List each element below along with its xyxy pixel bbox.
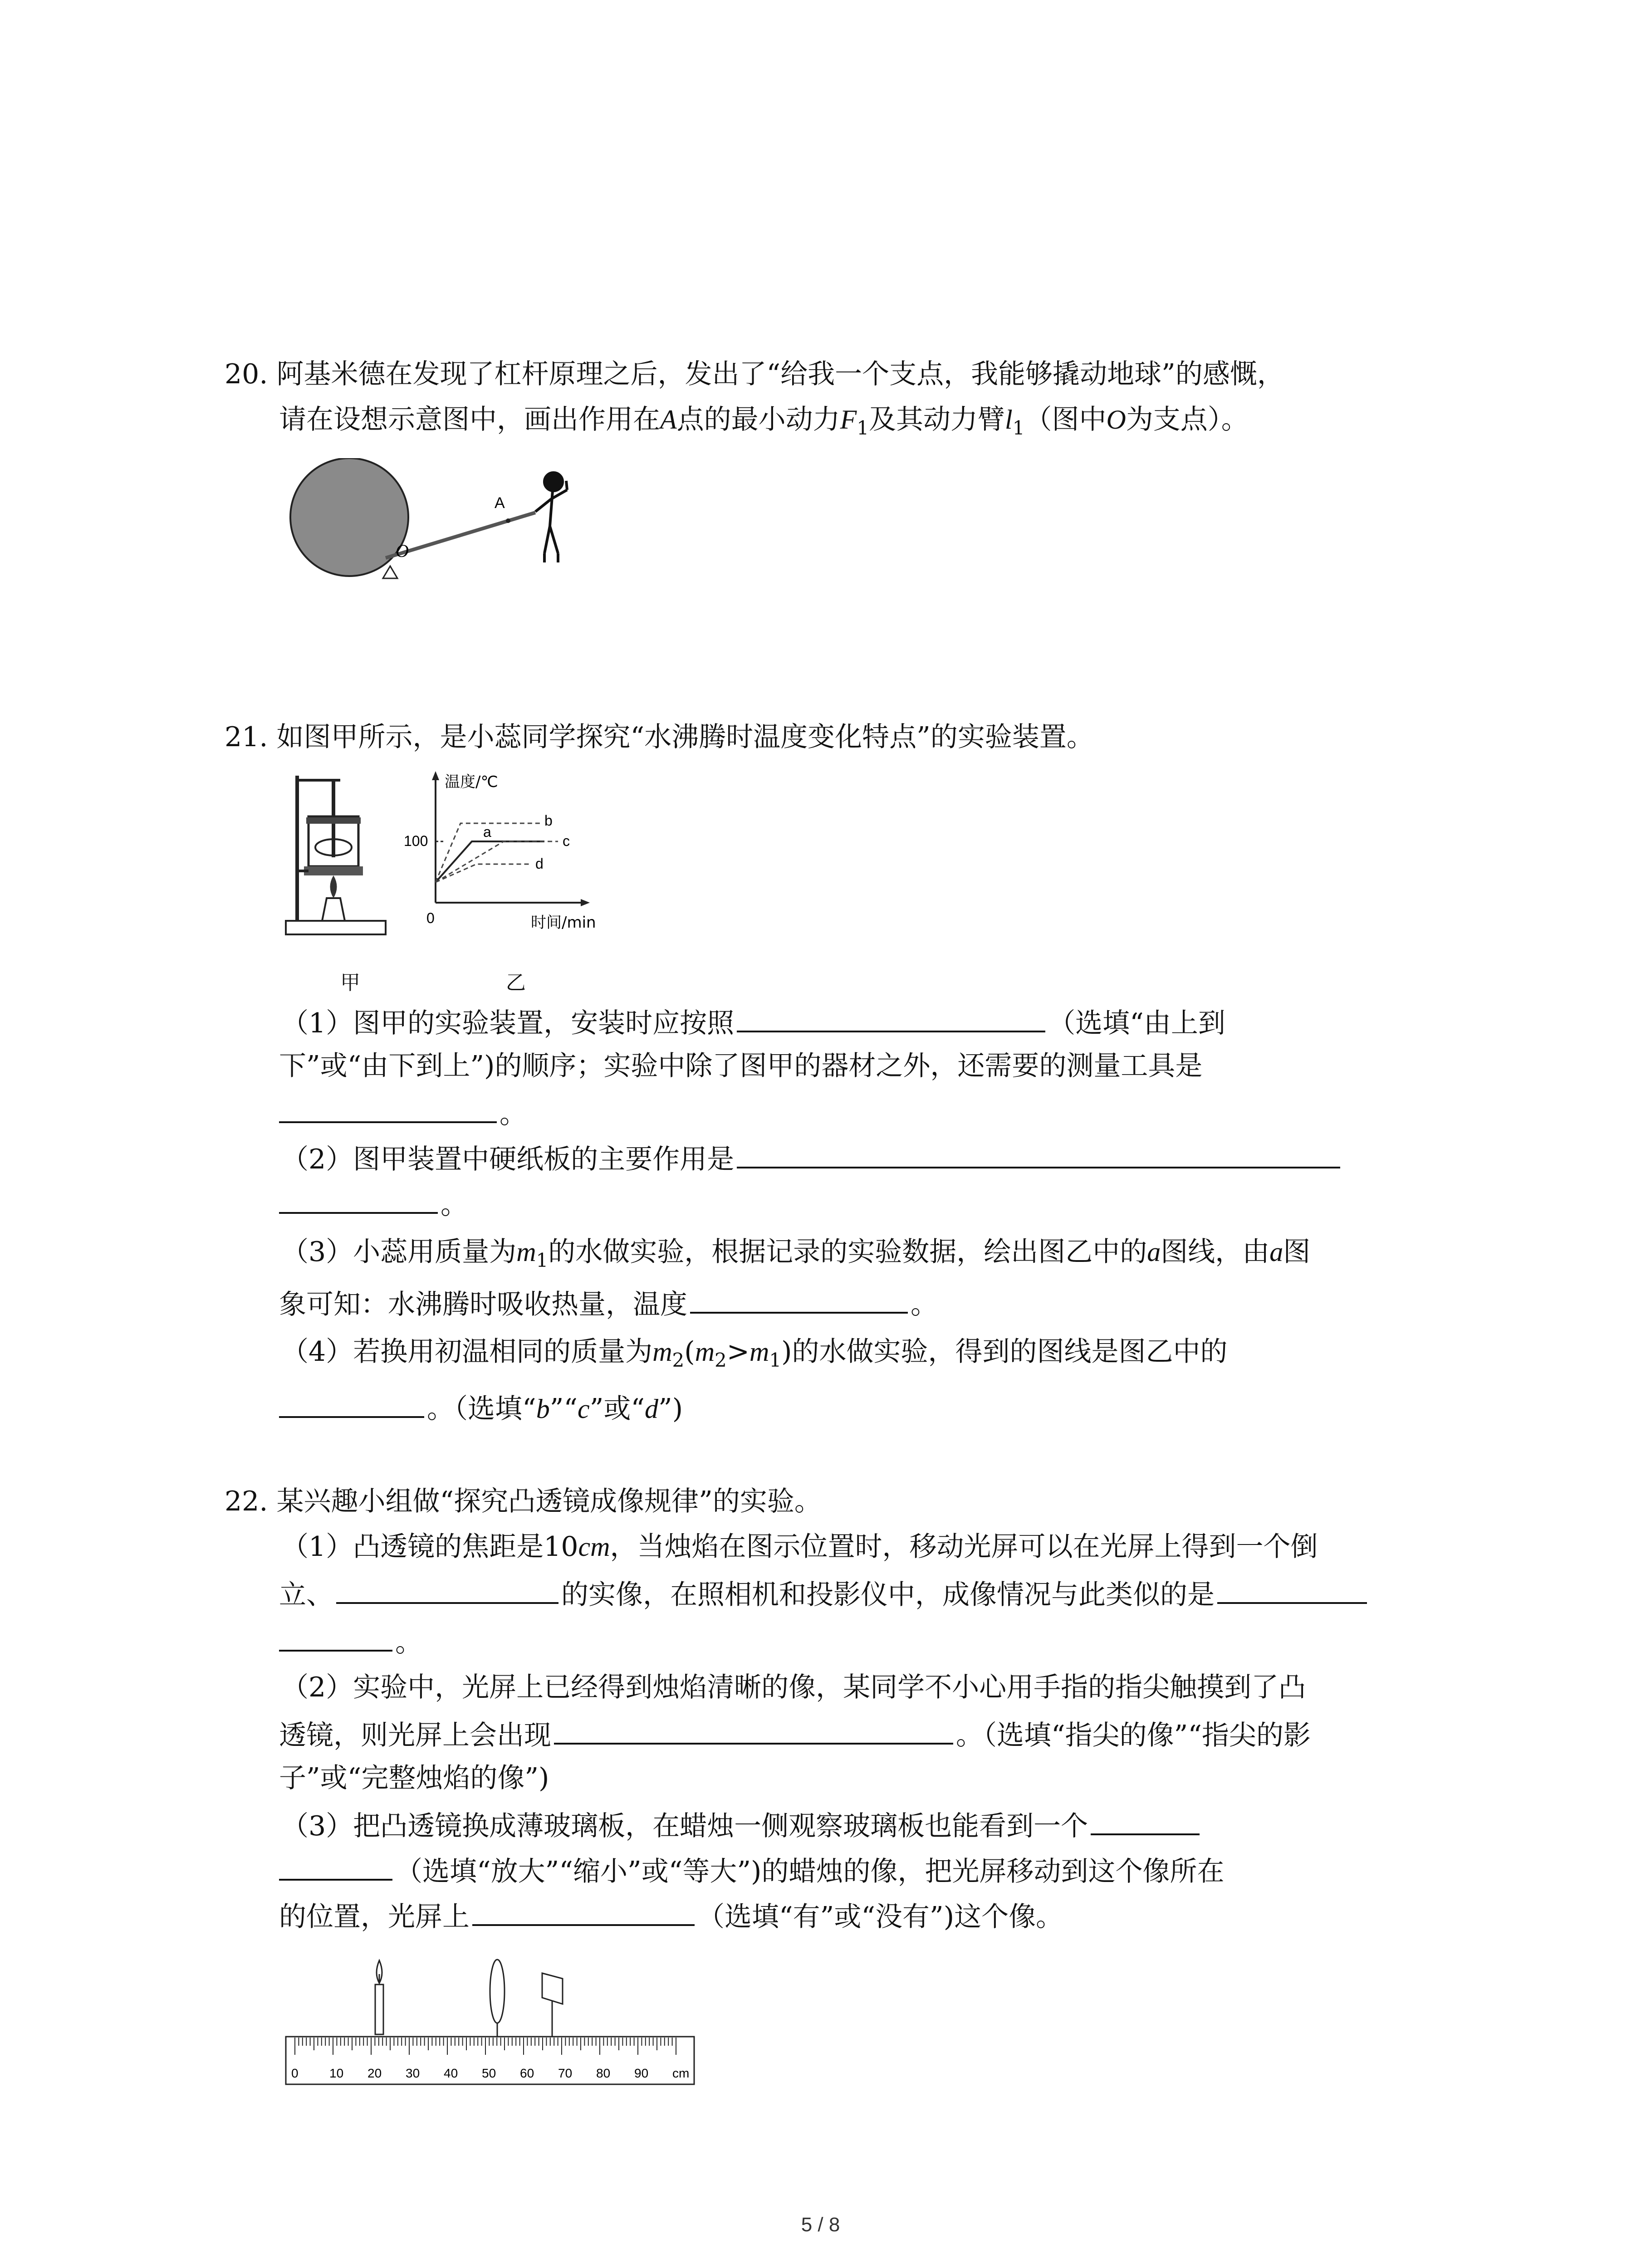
graph-origin: 0 [426,910,435,926]
answer-blank-mirror-image-size-cont[interactable] [279,1851,392,1881]
q21-p1-line3: 。 [279,1093,527,1132]
wire-gauze [304,866,363,875]
curve-a [436,841,544,882]
ruler-tick-label: 0 [291,2066,299,2080]
q22-p2-line1: （2）实验中，光屏上已经得到烛焰清晰的像，某同学不小心用手指的指尖触摸到了凸 [281,1672,1306,1703]
stick-figure [535,473,567,562]
answer-blank-temperature[interactable] [690,1284,908,1314]
q21-p1-line1: （1）图甲的实验装置，安装时应按照 （选填“由上到 [281,1002,1225,1041]
q22-intro: 某兴趣小组做“探究凸透镜成像规律”的实验。 [276,1486,822,1517]
boiling-apparatus-figure [281,767,390,943]
q21-p2-line1: （2）图甲装置中硬纸板的主要作用是 [281,1139,1343,1178]
caption-yi: 乙 [506,971,526,994]
cardboard-lid [306,817,361,824]
page-number: 5 / 8 [801,2214,840,2236]
answer-blank-measuring-tool[interactable] [279,1093,497,1123]
answer-blank-mirror-image-size[interactable] [1091,1805,1200,1835]
answer-blank-screen-result[interactable] [554,1715,953,1745]
ruler-tick-label: 80 [596,2066,611,2080]
q20-line1 [225,356,1284,392]
curve-d-label: d [535,855,544,872]
answer-blank-install-order[interactable] [737,1002,1045,1032]
q22-p3-line2: （选填“放大”“缩小”或“等大”)的蜡烛的像，把光屏移动到这个像所在 [279,1851,1224,1890]
q21-p1-line2: 下”或“由下到上”)的顺序；实验中除了图甲的器材之外，还需要的测量工具是 [279,1050,1203,1082]
fulcrum-triangle [383,566,397,578]
ruler-tick-label: 60 [520,2066,534,2080]
tick-100: 100 [404,833,428,849]
light-screen [542,1973,563,2037]
point-a [506,518,510,523]
answer-blank-device[interactable] [1217,1574,1367,1604]
lever-earth-figure [281,458,608,585]
answer-blank-graph-line[interactable] [279,1388,424,1418]
ruler-tick-label: 40 [444,2066,458,2080]
curve-c-label: c [563,833,570,849]
answer-blank-cardboard-purpose-cont[interactable] [279,1184,438,1214]
ruler-tick-label: 50 [482,2066,496,2080]
ruler-tick-label: 10 [329,2066,344,2080]
q22-p1-line2: 立、 的实像，在照相机和投影仪中，成像情况与此类似的是 [279,1574,1370,1613]
flame [330,875,337,898]
burner [322,898,345,921]
ruler-unit: cm [672,2066,690,2080]
graph-y-label: 温度/℃ [445,773,498,791]
q22-p3-line3: 的位置，光屏上 （选填“有”或“没有”)这个像。 [279,1896,1063,1935]
q22-number: 22. [225,1486,268,1517]
answer-blank-device-cont[interactable] [279,1622,392,1652]
q21-p4-line1: （4）若换用初温相同的质量为$m_2(m_2>m_1)$的水做实验，得到的图线是图乙中的 [281,1336,1228,1371]
optical-bench-figure [281,1950,699,2105]
q22-p3-line1: （3）把凸透镜换成薄玻璃板，在蜡烛一侧观察玻璃板也能看到一个 [281,1805,1202,1844]
curve-b-label: b [544,812,553,829]
q22-p1-line3: 。 [279,1622,422,1661]
ruler-tick-label: 70 [558,2066,573,2080]
q21-number: 21. [225,721,268,753]
base-plate [286,921,386,934]
q21-p2-line2: 。 [279,1184,468,1223]
caption-jia: 甲 [340,971,360,994]
q21-p3-line1: （3）小蕊用质量为$m_1$的水做实验，根据记录的实验数据，绘出图乙中的a图线，由a图 [281,1236,1311,1271]
label-a: A [495,494,505,512]
ruler-tick-label: 30 [406,2066,420,2080]
graph-x-label: 时间/min [531,914,596,932]
temperature-time-graph [395,767,608,939]
earth-ball [290,458,408,576]
answer-blank-screen-has-image[interactable] [472,1896,695,1926]
label-o: O [396,541,409,561]
q21-p4-line2: 。（选填“b”“c”或“d”) [279,1388,683,1427]
convex-lens [490,1960,505,2037]
q20-line2: 请在设想示意图中，画出作用在A点的最小动力$F_1$及其动力臂$l_1$（图中O为支点）。 [279,404,1249,439]
q21-p3-line2: 象可知：水沸腾时吸收热量，温度 。 [279,1284,938,1323]
q22-line1 [225,1483,822,1520]
q21-intro: 如图甲所示，是小蕊同学探究“水沸腾时温度变化特点”的实验装置。 [276,721,1094,753]
q21-line1 [225,719,1094,755]
candle [375,1960,383,2034]
q22-p2-line2: 透镜，则光屏上会出现 。（选填“指尖的像”“指尖的影 [279,1715,1311,1754]
ruler-tick-label: 90 [634,2066,649,2080]
answer-blank-cardboard-purpose[interactable] [737,1139,1340,1168]
q20-number: 20. [225,358,268,390]
q20-text-1: 阿基米德在发现了杠杆原理之后，发出了“给我一个支点，我能够撬动地球”的感慨， [276,358,1284,390]
ruler-tick-label: 20 [367,2066,382,2080]
q22-p1-line1: （1）凸透镜的焦距是10cm，当烛焰在图示位置时，移动光屏可以在光屏上得到一个倒 [281,1531,1318,1563]
curve-a-label: a [483,824,491,840]
answer-blank-image-size[interactable] [336,1574,558,1604]
q22-p2-line3: 子”或“完整烛焰的像”) [279,1762,549,1794]
